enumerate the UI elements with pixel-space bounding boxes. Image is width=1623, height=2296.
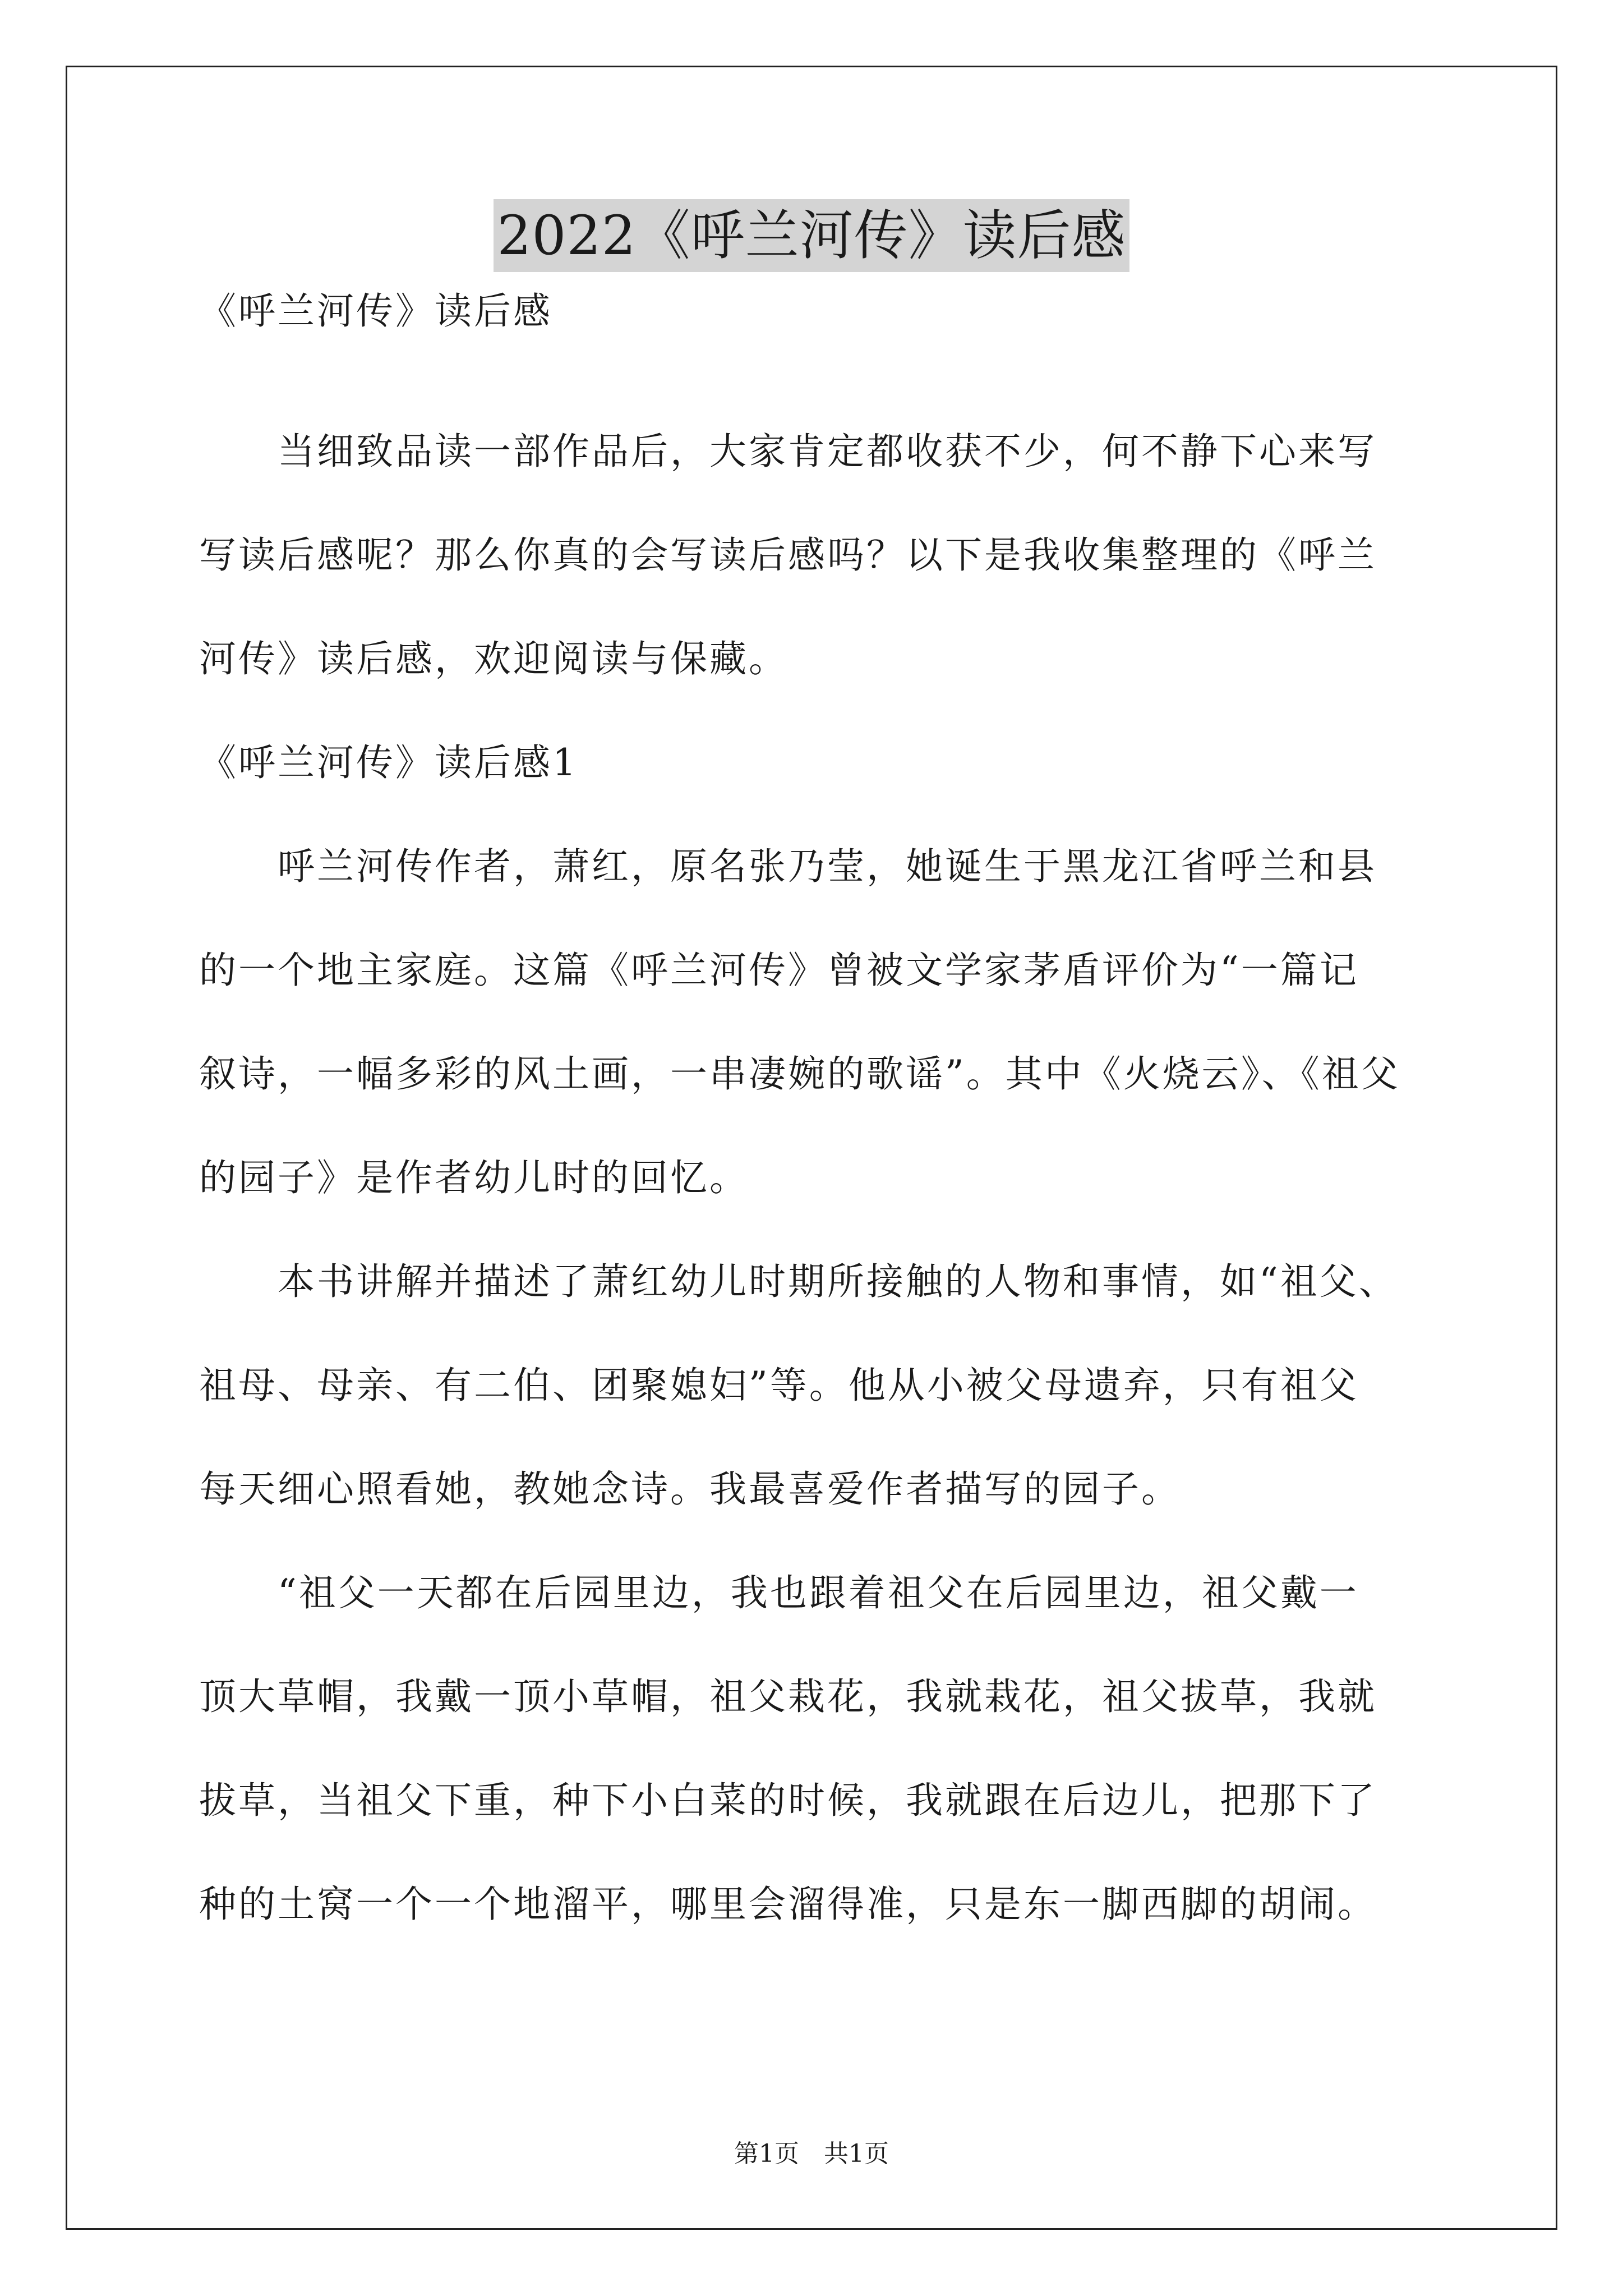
- subtitle-line: 《呼兰河传》读后感: [199, 289, 552, 333]
- document-title: 2022《呼兰河传》读后感: [494, 199, 1129, 272]
- paragraph-2-line-1: 本书讲解并描述了萧红幼儿时期所接触的人物和事情，如“祖父、: [199, 1260, 1398, 1303]
- paragraph-2-line-2: 祖母、母亲、有二伯、团聚媳妇”等。他从小被父母遗弃，只有祖父: [199, 1364, 1359, 1407]
- paragraph-3-line-2: 顶大草帽，我戴一顶小草帽，祖父栽花，我就栽花，祖父拔草，我就: [199, 1675, 1377, 1718]
- intro-line-1: 当细致品读一部作品后，大家肯定都收获不少，何不静下心来写: [199, 430, 1377, 473]
- paragraph-2-line-3: 每天细心照看她，教她念诗。我最喜爱作者描写的园子。: [199, 1467, 1181, 1511]
- page-footer: 第1页 共1页: [734, 2139, 889, 2168]
- intro-line-2: 写读后感呢？那么你真的会写读后感吗？以下是我收集整理的《呼兰: [199, 533, 1377, 577]
- paragraph-1-line-1: 呼兰河传作者，萧红，原名张乃莹，她诞生于黑龙江省呼兰和县: [199, 845, 1377, 888]
- paragraph-3-line-3: 拔草，当祖父下重，种下小白菜的时候，我就跟在后边儿，把那下了: [199, 1779, 1377, 1822]
- paragraph-1-line-3: 叙诗，一幅多彩的风土画，一串凄婉的歌谣”。其中《火烧云》、《祖父: [199, 1052, 1400, 1096]
- paragraph-1-line-2: 的一个地主家庭。这篇《呼兰河传》曾被文学家茅盾评价为“一篇记: [199, 949, 1359, 992]
- section-heading: 《呼兰河传》读后感1: [199, 741, 578, 784]
- title-container: [0, 199, 1623, 272]
- intro-line-3: 河传》读后感，欢迎阅读与保藏。: [199, 637, 788, 680]
- paragraph-1-line-4: 的园子》是作者幼儿时的回忆。: [199, 1156, 749, 1199]
- paragraph-3-line-4: 种的土窝一个一个地溜平，哪里会溜得准，只是东一脚西脚的胡闹。: [199, 1883, 1377, 1926]
- paragraph-3-line-1: “祖父一天都在后园里边，我也跟着祖父在后园里边，祖父戴一: [199, 1571, 1359, 1614]
